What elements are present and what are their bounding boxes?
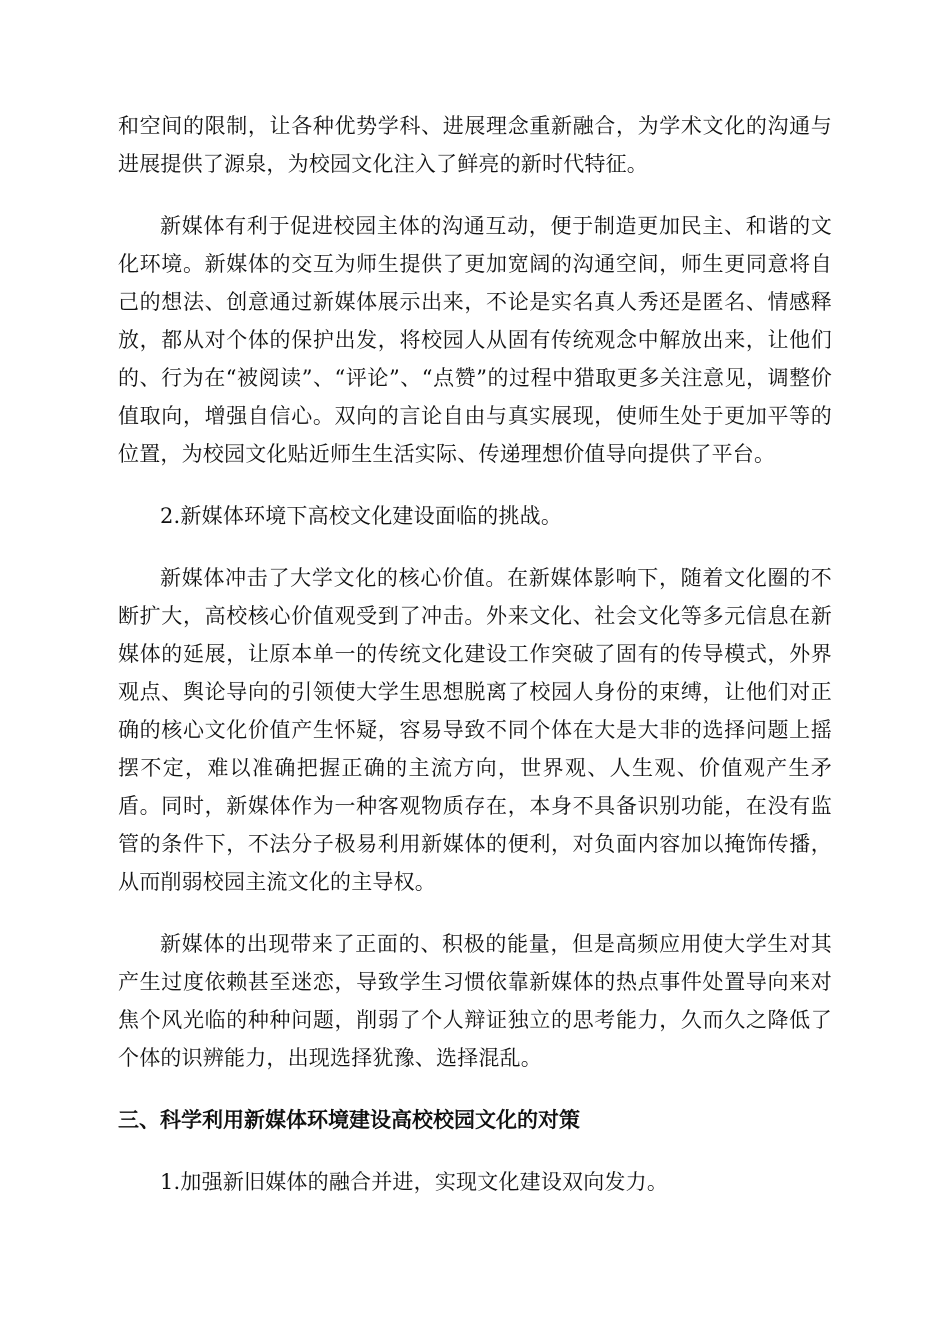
paragraph-continuation: 和空间的限制，让各种优势学科、进展理念重新融合，为学术文化的沟通与进展提供了源泉，为校园文化注入了鲜亮的新时代特征。 bbox=[118, 114, 832, 176]
section-heading-countermeasures: 三、科学利用新媒体环境建设高校校园文化的对策 bbox=[118, 1107, 580, 1132]
subheading-challenges: 2.新媒体环境下高校文化建设面临的挑战。 bbox=[160, 504, 563, 528]
subheading-media-fusion: 1.加强新旧媒体的融合并进，实现文化建设双向发力。 bbox=[160, 1170, 669, 1194]
document-page bbox=[118, 107, 832, 1201]
paragraph-interaction: 新媒体有利于促进校园主体的沟通互动，便于制造更加民主、和谐的文化环境。新媒体的交互为师生提供了更加宽阔的沟通空间，师生更同意将自己的想法、创意通过新媒体展示出来，不论是实名真人秀还是匿名、情感释放，都从对个体的保护出发，将校园人从固有传统观念中解放出来，让他们的、行为在“被阅读”、“评论”、“点赞”的过程中猎取更多关注意见，调整价值取向，增强自信心。双向的言论自由与真实展现，使师生处于更加平等的位置，为校园文化贴近师生生活实际、传递理想价值导向提供了平台。 bbox=[118, 214, 832, 466]
paragraph-core-values: 新媒体冲击了大学文化的核心价值。在新媒体影响下，随着文化圈的不断扩大，高校核心价值观受到了冲击。外来文化、社会文化等多元信息在新媒体的延展，让原本单一的传统文化建设工作突破了固有的传导模式，外界观点、舆论导向的引领使大学生思想脱离了校园人身份的束缚，让他们对正确的核心文化价值产生怀疑，容易导致不同个体在大是大非的选择问题上摇摆不定，难以准确把握正确的主流方向，世界观、人生观、价值观产生矛盾。同时，新媒体作为一种客观物质存在，本身不具备识别功能，在没有监管的条件下，不法分子极易利用新媒体的便利，对负面内容加以掩饰传播，从而削弱校园主流文化的主导权。 bbox=[118, 566, 832, 894]
paragraph-dependence: 新媒体的出现带来了正面的、积极的能量，但是高频应用使大学生对其产生过度依赖甚至迷恋，导致学生习惯依靠新媒体的热点事件处置导向来对焦个风光临的种种问题，削弱了个人辩证独立的思考能力，久而久之降低了个体的识辨能力，出现选择犹豫、选择混乱。 bbox=[118, 932, 832, 1070]
